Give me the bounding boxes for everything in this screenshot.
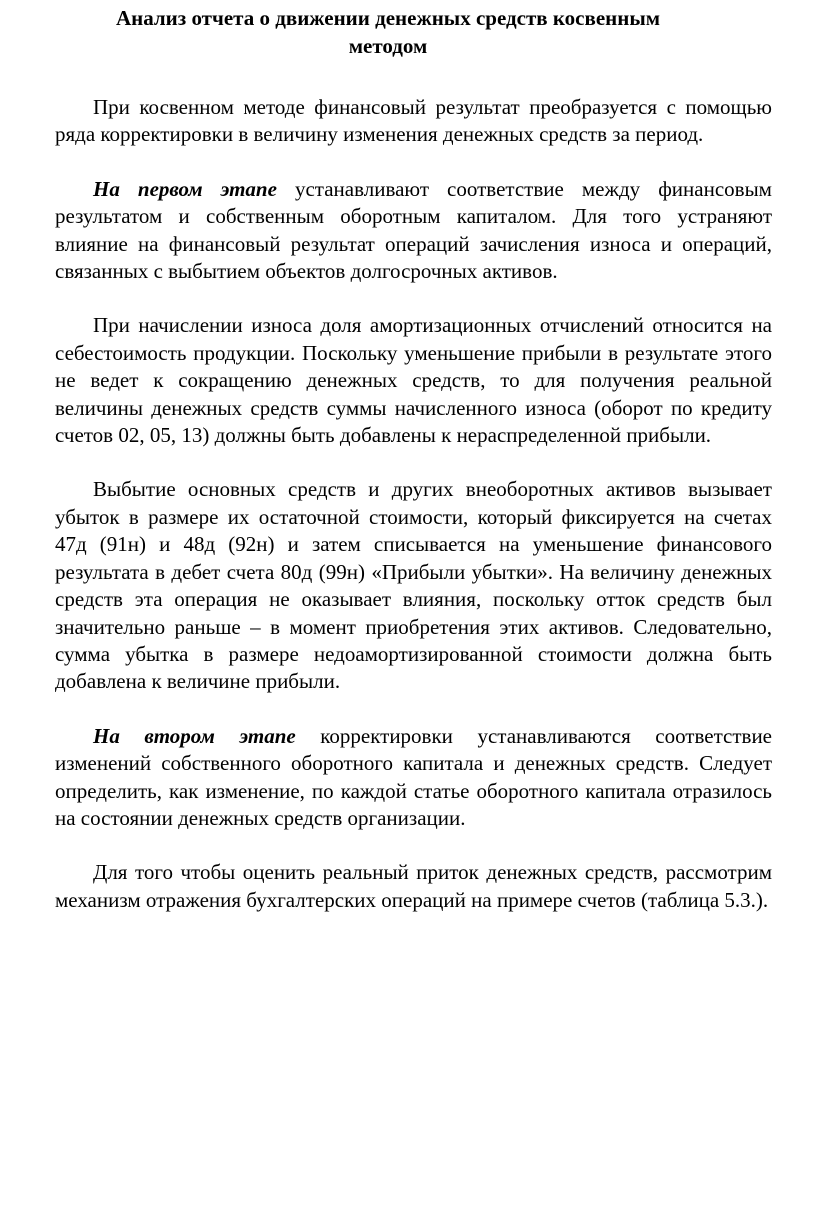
- document-title: Анализ отчета о движении денежных средств косвенным методом: [115, 6, 661, 58]
- paragraph-text: Для того чтобы оценить реальный приток денежных средств, рассмотрим механизм отражения бухгалтерских операций на примере счетов (таблица 5.3.).: [55, 860, 772, 912]
- paragraph-text: При начислении износа доля амортизационных отчислений относится на себестоимость продукции. Поскольку уменьшение прибыли в результате этого не ведет к сокращению денежных средств, то для получения реальной величины денежных средств суммы начисленного износа (оборот по кредиту счетов 02, 05, 13) должны быть добавлены к нераспределенной прибыли.: [55, 313, 772, 448]
- paragraph-first-stage: [55, 176, 772, 286]
- paragraph-asset-disposal: [55, 476, 772, 695]
- paragraph-lead-first-stage: На первом этапе: [93, 176, 277, 201]
- paragraph-text: устанавливают соответствие между финансовым результатом и собственным оборотным капиталом. Для того устраняют влияние на финансовый результат операций зачисления износа и операций, связанных с выбытием объектов долгосрочных активов.: [55, 176, 772, 284]
- paragraph-depreciation: [55, 312, 772, 449]
- paragraph-text: корректировки устанавливаются соответствие изменений собственного оборотного капитала и денежных средств. Следует определить, как изменение, по каждой статье оборотного капитала отразилось на состоянии денежных средств организации.: [55, 723, 773, 830]
- paragraph-lead-second-stage: На втором этапе: [93, 723, 296, 748]
- paragraph-text: Выбытие основных средств и других внеоборотных активов вызывает убыток в размере их остаточной стоимости, который фиксируется на счетах 47д (91н) и 48д (92н) и затем списывается на уменьшение финансового результата в дебет счета 80д (99н) «Прибыли убытки». На величину денежных средств эта операция не оказывает влияния, поскольку отток средств был значительно раньше – в момент приобретения этих активов. Следовательно, сумма убытка в размере недоамортизированной стоимости должна быть добавлена к величине прибыли.: [55, 477, 772, 694]
- paragraph-text: При косвенном методе финансовый результат преобразуется с помощью ряда корректировки в величину изменения денежных средств за период.: [55, 95, 772, 147]
- paragraph-second-stage: [55, 723, 772, 833]
- paragraph-cash-inflow: [55, 859, 772, 914]
- paragraph-indirect-method: [55, 94, 772, 149]
